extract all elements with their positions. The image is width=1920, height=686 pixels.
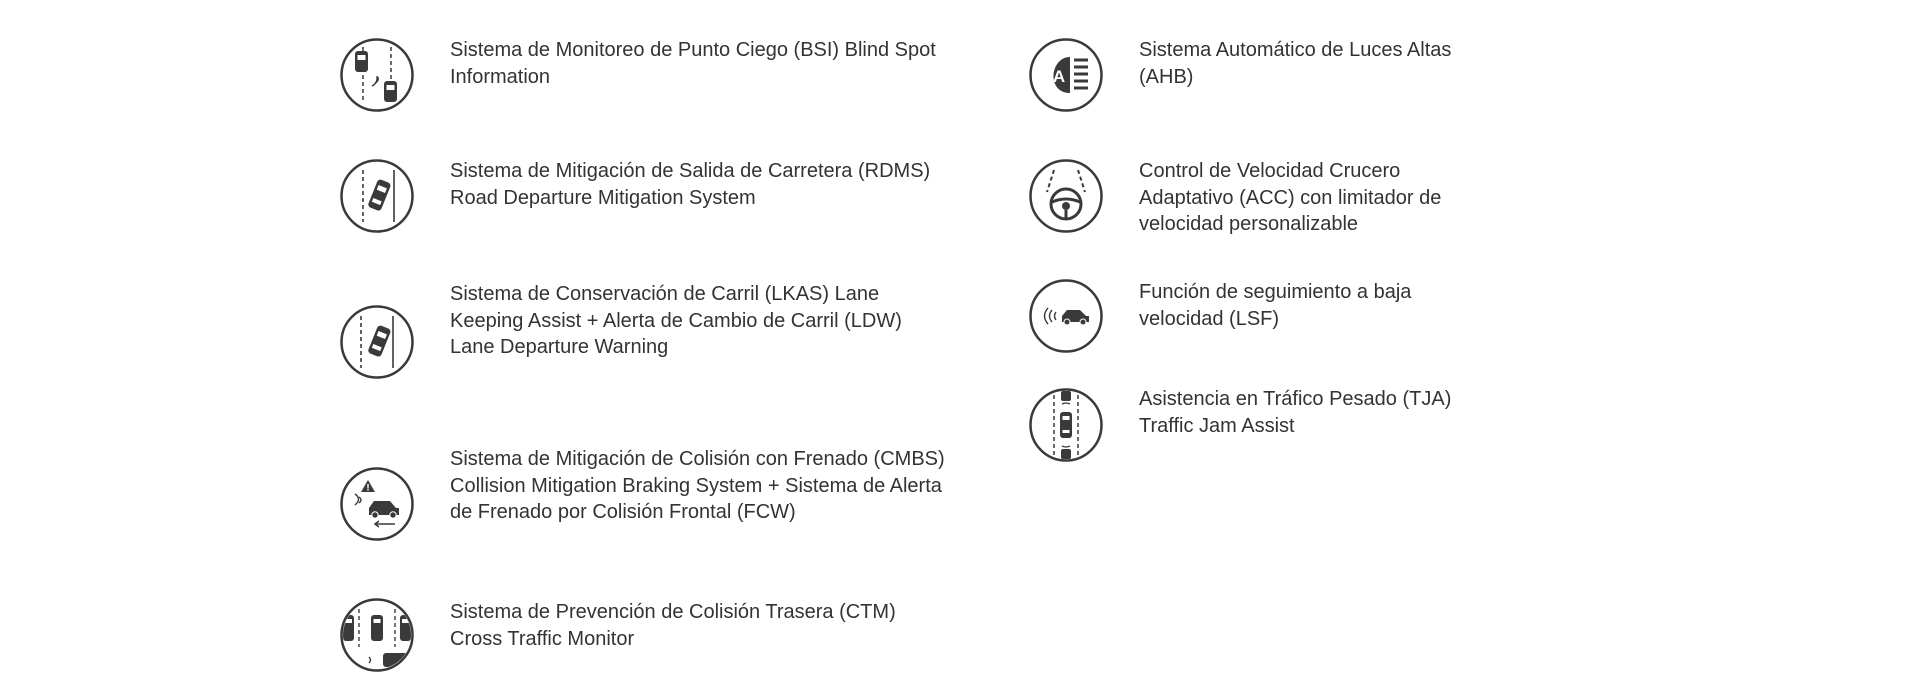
traffic-jam-icon [1028,387,1104,463]
feature-text: Función de seguimiento a baja velocidad (LSF) [1139,281,1412,330]
adaptive-cruise-icon [1028,158,1104,234]
cross-traffic-icon [339,597,415,673]
lane-keeping-icon [339,304,415,380]
feature-text: Sistema de Prevención de Colisión Trasera (CTM) Cross Traffic Monitor [450,601,896,650]
feature-text: Asistencia en Tráfico Pesado (TJA) Traffic Jam Assist [1139,388,1452,437]
feature-text: Sistema de Conservación de Carril (LKAS) Lane Keeping Assist + Alerta de Cambio de Carril (LDW) Lane Departure Warning [450,283,902,358]
feature-text: Sistema de Monitoreo de Punto Ciego (BSI) Blind Spot Information [450,39,936,88]
feature-text: Sistema Automático de Luces Altas (AHB) [1139,39,1452,88]
feature-text: Sistema de Mitigación de Salida de Carretera (RDMS) Road Departure Mitigation System [450,160,931,209]
blind-spot-icon [339,37,415,113]
svg-text:A: A [1052,67,1066,86]
road-departure-icon [339,158,415,234]
low-speed-follow-icon [1028,278,1104,354]
auto-high-beam-icon [1028,37,1104,113]
feature-text: Control de Velocidad Crucero Adaptativo (ACC) con limitador de velocidad personalizable [1139,160,1442,235]
collision-mitigation-icon [339,466,415,542]
feature-text: Sistema de Mitigación de Colisión con Frenado (CMBS) Collision Mitigation Braking System + Sistema de Alerta de Frenado por Colisión Frontal (FCW) [450,448,945,523]
